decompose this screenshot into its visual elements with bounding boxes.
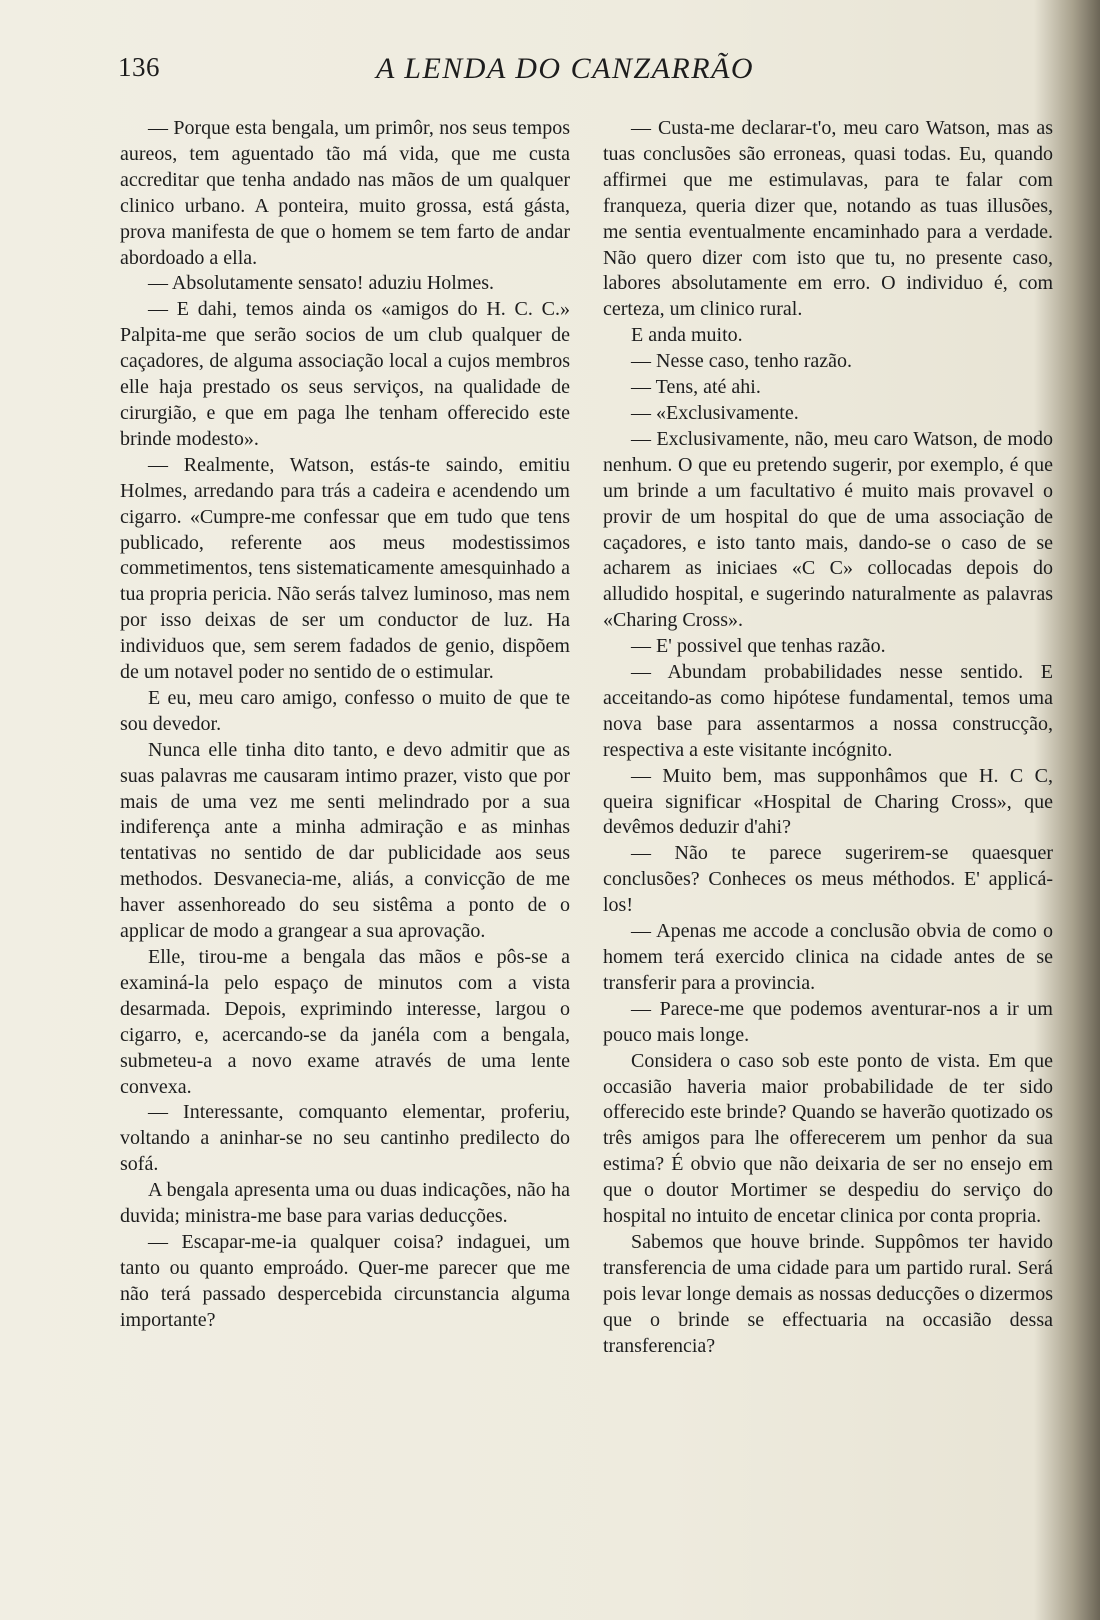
paragraph: Nunca elle tinha dito tanto, e devo admitir que as suas palavras me causaram intimo prazer, visto que por mais de uma vez me senti melindrado por a sua indiferença ante a minha admiração e as minhas tentativas no sentido de dar publicidade aos seus methodos. Desvanecia-me, aliás, a convicção de me haver assenhoreado do seu sistêma a ponto de o applicar de modo a grangear a sua aprovação. xyxy=(120,738,570,943)
paragraph: Sabemos que houve brinde. Suppômos ter havido transferencia de uma cidade para um partido rural. Será pois levar longe demais as nossas deducções o dizermos que o brinde se effectuaria na occasião dessa transferencia? xyxy=(603,1230,1053,1357)
page-header xyxy=(118,52,1032,92)
paragraph: E anda muito. xyxy=(631,324,743,347)
running-title: A LENDA DO CANZARRÃO xyxy=(376,52,755,85)
page-number: 136 xyxy=(118,52,160,82)
paragraph: — Parece-me que podemos aventurar-nos a ir um pouco mais longe. xyxy=(603,997,1053,1046)
paragraph: A bengala apresenta uma ou duas indicações, não ha duvida; ministra-me base para varias deducções. xyxy=(120,1179,570,1228)
paragraph: — Escapar-me-ia qualquer coisa? indaguei, um tanto ou quanto emproádo. Quer-me parecer que me não terá passado despercebida circunstancia alguma importante? xyxy=(120,1230,570,1331)
paragraph: — E dahi, temos ainda os «amigos do H. C. C.» Palpita-me que serão socios de um club qualquer de caçadores, de alguma associação local a cujos membros elle haja prestado os seus serviços, na qualidade de cirurgião, e que em paga lhe tenham offerecido este brinde modesto». xyxy=(120,298,570,450)
right-column xyxy=(603,116,1053,1360)
paragraph: Elle, tirou-me a bengala das mãos e pôs-se a examiná-la pelo espaço de minutos com a vista desarmada. Depois, exprimindo interesse, largou o cigarro, e, acercando-se da janéla com a bengala, submeteu-a a novo exame através de uma lente convexa. xyxy=(120,946,570,1098)
paragraph: — «Exclusivamente. xyxy=(631,401,799,424)
left-column xyxy=(120,116,570,1334)
paragraph: — Porque esta bengala, um primôr, nos seus tempos aureos, tem aguentado tão má vida, que me custa accreditar que tenha andado nas mãos de um qualquer clinico urbano. A ponteira, muito grossa, está gásta, prova manifesta de que o homem se tem farto de andar abordoado a ella. xyxy=(120,117,570,269)
paragraph: — Abundam probabilidades nesse sentido. E acceitando-as como hipótese fundamental, temos uma nova base para assentarmos a nossa construcção, respectiva a este visitante incógnito. xyxy=(603,661,1053,761)
paragraph: Considera o caso sob este ponto de vista. Em que occasião haveria maior probabilidade de ter sido offerecido este brinde? Quando se haverão quotizado os três amigos para lhe offerecerem um penhor da sua estima? É obvio que não deixaria de ser no ensejo em que o doutor Mortimer se despediu do serviço do hospital no intuito de encetar clinica por conta propria. xyxy=(603,1049,1053,1228)
paragraph: — Não te parece sugerirem-se quaesquer conclusões? Conheces os meus méthodos. E' applicá-los! xyxy=(603,842,1053,917)
paragraph: — Exclusivamente, não, meu caro Watson, de modo nenhum. O que eu pretendo sugerir, por exemplo, é que um brinde a um facultativo é muito mais provavel o provir de um hospital do que de uma associação de caçadores, e isto tanto mais, dando-se o caso de se acharem as iniciaes «C C» collocadas depois do alludido hospital, e sugerindo naturalmente as palavras «Charing Cross». xyxy=(603,427,1053,632)
paragraph: — Muito bem, mas supponhâmos que H. C C, queira significar «Hospital de Charing Cross», que devêmos deduzir d'ahi? xyxy=(603,764,1053,839)
paragraph: — Custa-me declarar-t'o, meu caro Watson, mas as tuas conclusões são erroneas, quasi todas. Eu, quando affirmei que me estimulavas, para te falar com franqueza, queria dizer que, notando as tuas illusões, me sentia eventualmente encaminhado para a verdade. Não quero dizer com isto que tu, no presente caso, labores absolutamente em erro. O individuo é, com certeza, um clinico rural. xyxy=(603,117,1053,321)
paragraph: — Apenas me accode a conclusão obvia de como o homem terá exercido clinica na cidade antes de se transferir para a provincia. xyxy=(603,920,1053,994)
paragraph: E eu, meu caro amigo, confesso o muito de que te sou devedor. xyxy=(120,686,570,735)
paragraph: — Absolutamente sensato! aduziu Holmes. xyxy=(148,272,495,295)
paragraph: — Realmente, Watson, estás-te saindo, emitiu Holmes, arredando para trás a cadeira e acendendo um cigarro. «Cumpre-me confessar que em tudo que tens publicado, referente aos meus modestissimos commetimentos, tens sistematicamente amesquinhado a tua propria pericia. Não serás talvez luminoso, mas nem por isso deixas de ser um conductor de luz. Ha individuos que, sem serem fadados de genio, dispõem de um notavel poder no sentido de o estimular. xyxy=(120,453,570,684)
paragraph: — Tens, até ahi. xyxy=(631,376,761,399)
paragraph: — Nesse caso, tenho razão. xyxy=(631,350,853,373)
paragraph: — Interessante, comquanto elementar, proferiu, voltando a aninhar-se no seu cantinho predilecto do sofá. xyxy=(120,1101,570,1176)
paragraph: — E' possivel que tenhas razão. xyxy=(631,635,886,658)
